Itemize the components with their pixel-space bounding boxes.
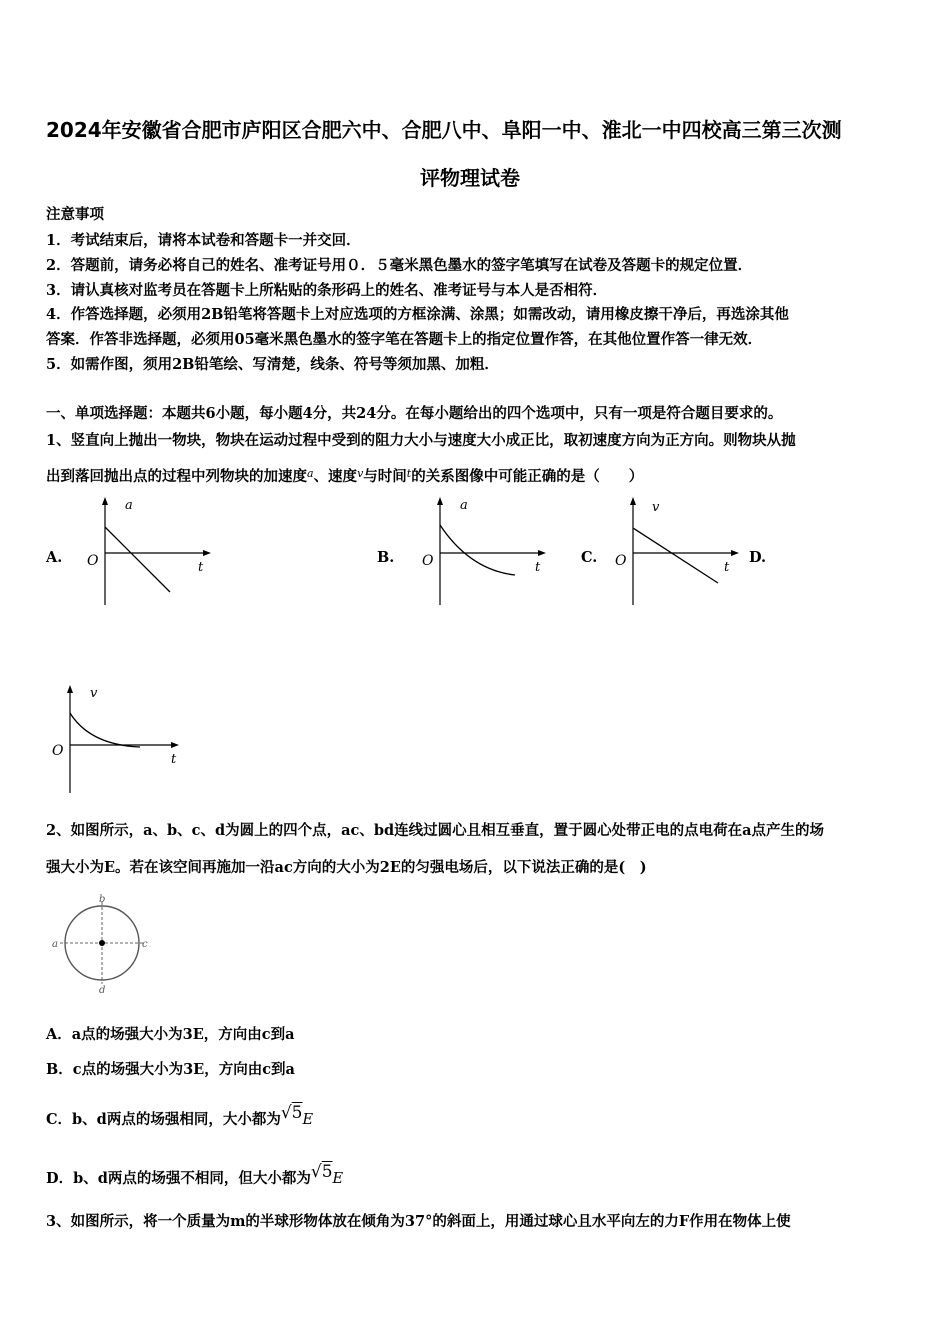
q1-graph-a — [80, 495, 215, 607]
notice-heading: 注意事项 — [46, 206, 104, 223]
notice-item-4-cont: 答案．作答非选择题，必须用05毫米黑色墨水的签字笔在答题卡上的指定位置作答，在其他位置作答一律无效． — [46, 331, 763, 348]
x-label: t — [724, 560, 730, 575]
q2-option-b: B．c点的场强大小为3E，方向由c到a — [46, 1061, 295, 1078]
q1-graph-b — [415, 495, 550, 607]
origin-label: O — [87, 553, 99, 569]
y-arrow — [102, 497, 108, 505]
origin-label: O — [615, 553, 627, 569]
sqrt-value: 5 — [291, 1103, 303, 1123]
q2-option-a: A．a点的场强大小为3E，方向由c到a — [46, 1026, 295, 1043]
page-title: 2024年安徽省合肥市庐阳区合肥六中、合肥八中、阜阳一中、淮北一中四校高三第三次测 — [46, 118, 842, 142]
label-d: d — [99, 985, 106, 995]
notice-item-1: 1．考试结束后，请将本试卷和答题卡一并交回． — [46, 232, 361, 249]
q1-option-d: D. — [749, 549, 767, 566]
q1-graph-d — [45, 683, 185, 795]
q1-var-v: v — [357, 467, 364, 480]
y-arrow — [437, 497, 443, 505]
x-label: t — [198, 560, 204, 575]
q1-var-a: a — [307, 467, 314, 480]
notice-item-5: 5．如需作图，须用2B铅笔绘、写清楚，线条、符号等须加黑、加粗． — [46, 356, 499, 373]
label-a: a — [52, 939, 58, 950]
q1-text-a: 出到落回抛出点的过程中列物块的加速度 — [46, 468, 307, 485]
y-label: a — [125, 498, 133, 513]
q2-line2: 强大小为E。若在该空间再施加一沿ac方向的大小为2E的匀强电场后，以下说法正确的是( ) — [46, 859, 647, 876]
graph-curve — [440, 525, 515, 575]
y-label: a — [460, 498, 468, 513]
origin-label: O — [422, 553, 434, 569]
page-title-line2: 评物理试卷 — [420, 166, 520, 190]
sqrt-unit: E — [332, 1171, 344, 1187]
q1-option-b: B. — [377, 549, 395, 566]
origin-label: O — [52, 743, 64, 759]
q2-line1: 2、如图所示，a、b、c、d为圆上的四个点，ac、bd连线过圆心且相互垂直，置于圆心处带正电的点电荷在a点产生的场 — [46, 822, 824, 839]
q3-line1: 3、如图所示，将一个质量为m的半球形物体放在倾角为37°的斜面上，用通过球心且水平向左的力F作用在物体上使 — [46, 1213, 791, 1230]
sqrt-icon: √5 — [280, 1103, 303, 1123]
q1-graph-c — [608, 495, 743, 607]
x-label: t — [535, 560, 541, 575]
label-b: b — [99, 894, 106, 905]
x-label: t — [171, 752, 177, 767]
q1-line2 — [46, 465, 643, 486]
label-c: c — [142, 939, 148, 950]
q1-text-c: 与时间 — [363, 468, 407, 485]
sqrt-value: 5 — [321, 1162, 333, 1182]
q2-option-c — [46, 1103, 313, 1129]
q1-text-d: 的关系图像中可能正确的是（ ） — [411, 468, 644, 485]
center-charge — [99, 940, 105, 946]
notice-item-2: 2．答题前，请务必将自己的姓名、准考证号用０．５毫米黑色墨水的签字笔填写在试卷及答题卡的规定位置． — [46, 257, 753, 274]
graph-line — [633, 528, 718, 583]
y-label: v — [90, 686, 98, 701]
q2-option-d — [46, 1162, 343, 1188]
notice-item-3: 3．请认真核对监考员在答题卡上所粘贴的条形码上的姓名、准考证号与本人是否相符． — [46, 282, 608, 299]
q1-line1: 1、竖直向上抛出一物块，物块在运动过程中受到的阻力大小与速度大小成正比，取初速度方向为正方向。则物块从抛 — [46, 432, 796, 449]
q1-option-a: A. — [46, 549, 63, 566]
section-heading: 一、单项选择题：本题共6小题，每小题4分，共24分。在每小题给出的四个选项中，只有一项是符合题目要求的。 — [46, 405, 783, 422]
sqrt-unit: E — [302, 1112, 314, 1128]
y-arrow — [67, 685, 73, 693]
x-arrow — [731, 550, 739, 556]
y-label: v — [652, 500, 660, 515]
graph-curve — [70, 713, 140, 747]
y-arrow — [630, 497, 636, 505]
q1-text-b: 、速度 — [313, 468, 358, 485]
q1-option-c: C. — [581, 549, 598, 566]
q2-circle-diagram — [50, 890, 155, 995]
graph-line — [105, 527, 170, 592]
q2-option-c-text: C．b、d两点的场强相同，大小都为 — [46, 1111, 281, 1128]
x-arrow — [203, 550, 211, 556]
q1-var-t: t — [406, 467, 412, 480]
sqrt-icon: √5 — [310, 1162, 333, 1182]
x-arrow — [538, 550, 546, 556]
q2-option-d-text: D．b、d两点的场强不相同，但大小都为 — [46, 1170, 311, 1187]
x-arrow — [171, 742, 179, 748]
notice-item-4: 4．作答选择题，必须用2B铅笔将答题卡上对应选项的方框涂满、涂黑；如需改动，请用橡皮擦干净后，再选涂其他 — [46, 306, 789, 323]
